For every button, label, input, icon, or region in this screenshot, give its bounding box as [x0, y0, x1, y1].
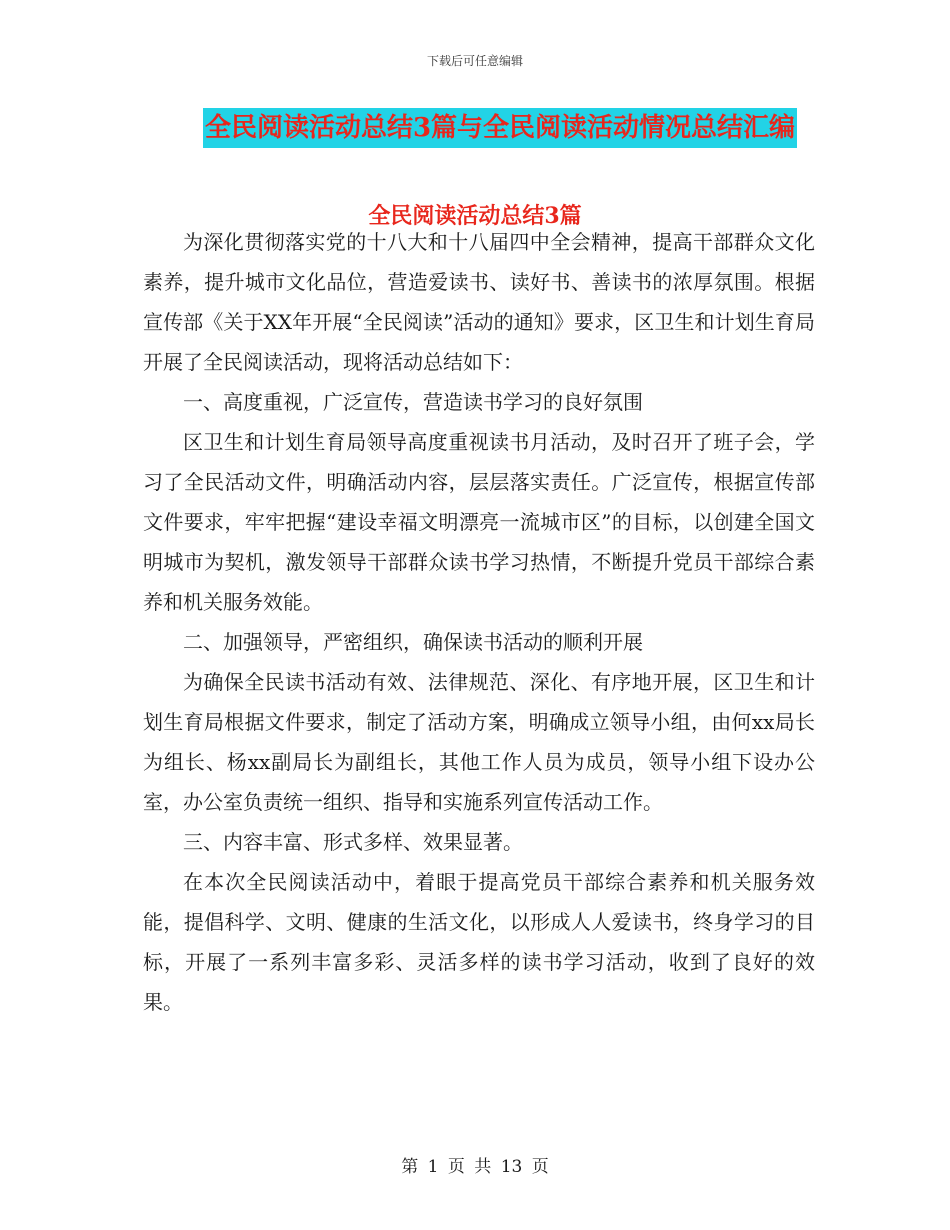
paragraph-intro: 为深化贯彻落实党的十八大和十八届四中全会精神，提高干部群众文化素养，提升城市文化品位，营造爱读书、读好书、善读书的浓厚氛围。根据宣传部《关于XX年开展“全民阅读”活动的通知》要求，区卫生和计划生育局开展了全民阅读活动，现将活动总结如下： — [143, 230, 815, 374]
page-number-footer: 第 1 页 共 13 页 — [401, 1157, 549, 1177]
paragraph-1: 区卫生和计划生育局领导高度重视读书月活动，及时召开了班子会，学习了全民活动文件，明确活动内容，层层落实责任。广泛宣传，根据宣传部文件要求，牢牢把握“建设幸福文明漂亮一流城市区”的目标，以创建全国文明城市为契机，激发领导干部群众读书学习热情，不断提升党员干部综合素养和机关服务效能。 — [143, 430, 815, 614]
heading-3: 三、内容丰富、形式多样、效果显著。 — [183, 830, 523, 854]
document-title-wrap — [0, 108, 950, 148]
section-title: 全民阅读活动总结3篇 — [368, 203, 582, 229]
paragraph-3: 在本次全民阅读活动中，着眼于提高党员干部综合素养和机关服务效能，提倡科学、文明、健康的生活文化，以形成人人爱读书，终身学习的目标，开展了一系列丰富多彩、灵活多样的读书学习活动，收到了良好的效果。 — [143, 870, 815, 1014]
heading-1: 一、高度重视，广泛宣传，营造读书学习的良好氛围 — [183, 390, 643, 414]
heading-2: 二、加强领导，严密组织，确保读书活动的顺利开展 — [183, 630, 643, 654]
document-title: 全民阅读活动总结3篇与全民阅读活动情况总结汇编 — [203, 108, 797, 148]
paragraph-2: 为确保全民读书活动有效、法律规范、深化、有序地开展，区卫生和计划生育局根据文件要求，制定了活动方案，明确成立领导小组，由何xx局长为组长、杨xx副局长为副组长，其他工作人员为成员，领导小组下设办公室，办公室负责统一组织、指导和实施系列宣传活动工作。 — [143, 670, 815, 814]
header-note: 下载后可任意编辑 — [426, 54, 523, 68]
document-body — [143, 222, 815, 1022]
